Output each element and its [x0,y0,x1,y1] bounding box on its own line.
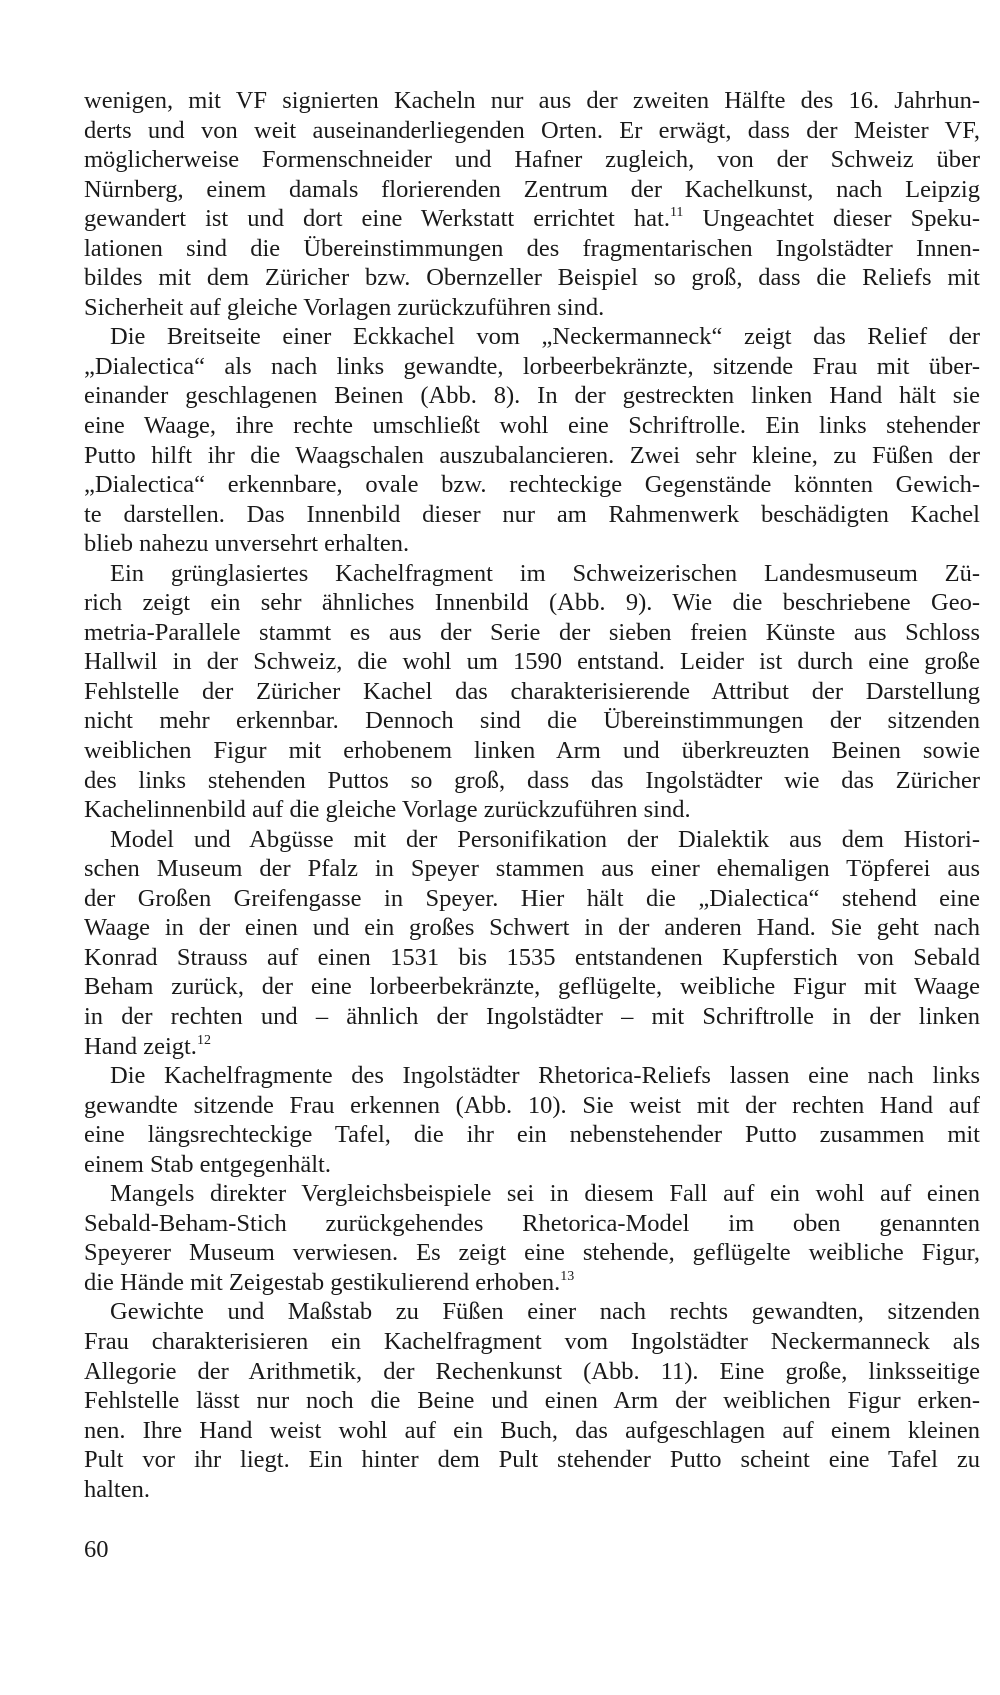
text-line: des links stehenden Puttos so groß, dass das Ingolstädter wie das Züricher [84,766,980,794]
text-line: Gewichte und Maßstab zu Füßen einer nach rechts gewandten, sitzenden [110,1298,980,1326]
text-line: Waage in der einen und ein großes Schwert in der anderen Hand. Sie geht nach [84,914,980,942]
text-line: möglicherweise Formenschneider und Hafner zugleich, von der Schweiz über [84,146,980,174]
text-line: halten. [84,1475,150,1503]
paragraph [84,825,980,1061]
text-line: Model und Abgüsse mit der Personifikation der Dialektik aus dem Histori- [110,825,980,853]
text-line: Fehlstelle lässt nur noch die Beine und einen Arm der weiblichen Figur erken- [84,1387,980,1415]
line-text-continued: Ungeachtet dieser Speku- [683,205,980,233]
paragraph [84,322,980,558]
text-line: weiblichen Figur mit erhobenem linken Arm und überkreuzten Beinen sowie [84,737,980,765]
text-line: der Großen Greifengasse in Speyer. Hier hält die „Dialectica“ stehend eine [84,884,980,912]
text-line: Nürnberg, einem damals florierenden Zentrum der Kachelkunst, nach Leipzig [84,175,980,203]
text-line: gewandte sitzende Frau erkennen (Abb. 10). Sie weist mit der rechten Hand auf [84,1091,980,1119]
text-line: eine längsrechteckige Tafel, die ihr ein nebenstehender Putto zusammen mit [84,1121,980,1149]
text-line: bildes mit dem Züricher bzw. Obernzeller Beispiel so groß, dass die Reliefs mit [84,264,980,292]
text-line: in der rechten und – ähnlich der Ingolstädter – mit Schriftrolle in der linken [84,1002,980,1030]
text-line: einem Stab entgegenhält. [84,1150,331,1178]
paragraph [84,1179,980,1297]
text-line: eine Waage, ihre rechte umschließt wohl eine Schriftrolle. Ein links stehender [84,412,980,440]
text-line: te darstellen. Das Innenbild dieser nur am Rahmenwerk beschädigten Kachel [84,500,980,528]
text-line: Ein grünglasiertes Kachelfragment im Schweizerischen Landesmuseum Zü- [110,559,980,587]
text-line: Kachelinnenbild auf die gleiche Vorlage zurückzuführen sind. [84,796,691,824]
text-line: Mangels direkter Vergleichsbeispiele sei in diesem Fall auf ein wohl auf einen [110,1180,980,1208]
footnote-marker: 12 [196,1032,211,1048]
line-text: die Hände mit Zeigestab gestikulierend erhoben. [84,1268,561,1296]
text-line [84,204,980,234]
text-line: blieb nahezu unversehrt erhalten. [84,530,410,558]
text-line: Sicherheit auf gleiche Vorlagen zurückzuführen sind. [84,293,605,321]
text-line: rich zeigt ein sehr ähnliches Innenbild (Abb. 9). Wie die beschriebene Geo- [84,589,980,617]
text-line: „Dialectica“ erkennbare, ovale bzw. rechteckige Gegenstände könnten Gewich- [84,471,980,499]
text-line: „Dialectica“ als nach links gewandte, lorbeerbekränzte, sitzende Frau mit über- [84,352,980,380]
text-line: Die Kachelfragmente des Ingolstädter Rhetorica-Reliefs lassen eine nach links [110,1062,980,1090]
text-line: nicht mehr erkennbar. Dennoch sind die Übereinstimmungen der sitzenden [84,707,980,735]
text-line: Die Breitseite einer Eckkachel vom „Neckermanneck“ zeigt das Relief der [110,323,980,351]
body-text [84,86,980,1504]
text-line: Speyerer Museum verwiesen. Es zeigt eine stehende, geflügelte weibliche Figur, [84,1239,980,1267]
text-line: schen Museum der Pfalz in Speyer stammen aus einer ehemaligen Töpferei aus [84,855,980,883]
paragraph [84,1297,980,1504]
text-line: einander geschlagenen Beinen (Abb. 8). In der gestreckten linken Hand hält sie [84,382,980,410]
paragraph [84,86,980,322]
text-line: Beham zurück, der eine lorbeerbekränzte, geflügelte, weibliche Figur mit Waage [84,973,980,1001]
line-text: Hand zeigt. [84,1032,197,1060]
text-line: derts und von weit auseinanderliegenden Orten. Er erwägt, dass der Meister VF, [84,116,980,144]
line-text: gewandert ist und dort eine Werkstatt errichtet hat. [84,205,670,233]
text-line: Allegorie der Arithmetik, der Rechenkunst (Abb. 11). Eine große, linksseitige [84,1357,980,1385]
footnote-marker: 11 [669,205,684,221]
text-line: Fehlstelle der Züricher Kachel das charakterisierende Attribut der Darstellung [84,677,980,705]
text-line: Hallwil in der Schweiz, die wohl um 1590 entstand. Leider ist durch eine große [84,648,980,676]
text-line: Sebald-Beham-Stich zurückgehendes Rhetorica-Model im oben genannten [84,1209,980,1237]
paragraph [84,559,980,825]
text-line: Frau charakterisieren ein Kachelfragment vom Ingolstädter Neckermanneck als [84,1327,980,1355]
text-line: nen. Ihre Hand weist wohl auf ein Buch, das aufgeschlagen auf einem kleinen [84,1416,980,1444]
text-line: Pult vor ihr liegt. Ein hinter dem Pult stehender Putto scheint eine Tafel zu [84,1446,980,1474]
text-line: lationen sind die Übereinstimmungen des fragmentarischen Ingolstädter Innen- [84,234,980,262]
text-line [84,1268,980,1298]
page-number: 60 [84,1536,109,1563]
footnote-marker: 13 [560,1268,575,1284]
text-line: metria-Parallele stammt es aus der Serie der sieben freien Künste aus Schloss [84,618,980,646]
text-line: wenigen, mit VF signierten Kacheln nur aus der zweiten Hälfte des 16. Jahrhun- [84,87,980,114]
paragraph [84,1061,980,1179]
text-line [84,1032,980,1062]
text-line: Putto hilft ihr die Waagschalen auszubalancieren. Zwei sehr kleine, zu Füßen der [84,441,980,469]
text-line: Konrad Strauss auf einen 1531 bis 1535 entstandenen Kupferstich von Sebald [84,943,980,971]
